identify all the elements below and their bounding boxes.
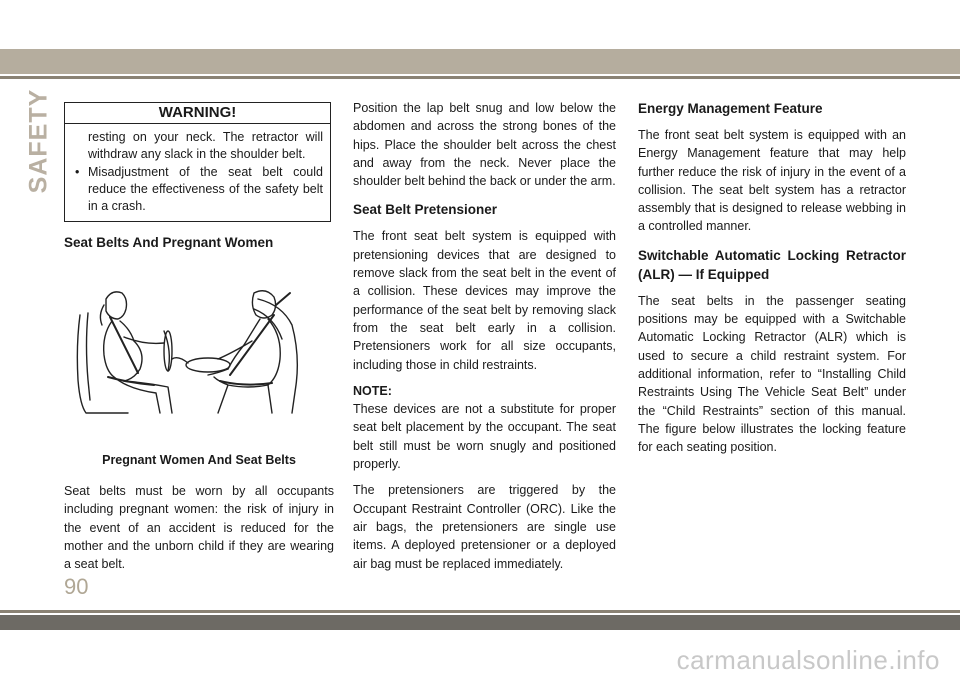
figure-caption: Pregnant Women And Seat Belts (102, 453, 296, 467)
watermark: carmanualsonline.info (676, 645, 940, 675)
note-label: NOTE: (353, 383, 392, 398)
pregnant-women-illustration (68, 285, 333, 420)
footer-band (0, 615, 960, 630)
section-heading: Energy Management Feature (638, 101, 823, 116)
column-3 (638, 99, 906, 464)
page-number: 90 (64, 574, 89, 599)
warning-bullet-item (74, 164, 323, 216)
note-text: These devices are not a substitute for proper seat belt placement by the occupant. The seat belt still must be worn snugly and positioned properly. (353, 402, 616, 472)
bullet-icon: • (75, 164, 80, 179)
header-rule (0, 76, 960, 79)
section-tab-label: SAFETY (24, 88, 53, 193)
paragraph-text: The front seat belt system is equipped with an Energy Management feature that may help further reduce the risk of injury in the event of a collision. The seat belt system has a retractor assembly that is designed to release webbing in a controlled manner. (638, 128, 906, 234)
footer-rule (0, 610, 960, 613)
warning-item-text: Misadjustment of the seat belt could reduce the effectiveness of the safety belt in a crash. (88, 164, 323, 214)
section-heading: Seat Belts And Pregnant Women (64, 235, 274, 250)
section-heading: Switchable Automatic Locking Retractor (ALR) — If Equipped (638, 247, 906, 282)
header-band (0, 49, 960, 74)
paragraph-text: The pretensioners are triggered by the Occupant Restraint Controller (ORC). Like the air bags, the pretensioners are single use items. A deployed pretensioner or a deployed air bag must be replaced immediately. (353, 483, 616, 571)
warning-continued-text: resting on your neck. The retractor will withdraw any slack in the shoulder belt. (88, 130, 323, 162)
paragraph-text: The seat belts in the passenger seating positions may be equipped with a Switchable Automatic Locking Retractor (ALR) which is used to secure a child restraint system. For additional information, refer to “Installing Child Restraints Using The Vehicle Seat Belt” under the “Child Restraints” section of this manual. The figure below illustrates the locking feature for each seating position. (638, 293, 906, 455)
column-1-body (64, 482, 334, 581)
section-heading: Seat Belt Pretensioner (353, 202, 498, 218)
paragraph-text: The front seat belt system is equipped with pretensioning devices that are designed to remove slack from the seat belt in the event of a collision. These devices may improve the performance of the seat belt by removing slack from the seat belt early in a collision. Pretensioners work for all size occupants, including those in child restraints. (353, 229, 616, 372)
warning-title: WARNING! (65, 103, 330, 124)
paragraph-text: Seat belts must be worn by all occupants including pregnant women: the risk of injury in the event of an accident is reduced for the mother and the unborn child if they are wearing a seat belt. (64, 484, 334, 572)
column-1 (64, 233, 334, 252)
paragraph-text: Position the lap belt snug and low below the abdomen and across the strong bones of the hips. Place the shoulder belt across the chest and away from the neck. Never place the shoulder belt behind the back or under the arm. (353, 101, 616, 189)
section-tab (24, 88, 53, 193)
column-2 (353, 99, 616, 581)
warning-box (64, 102, 331, 222)
